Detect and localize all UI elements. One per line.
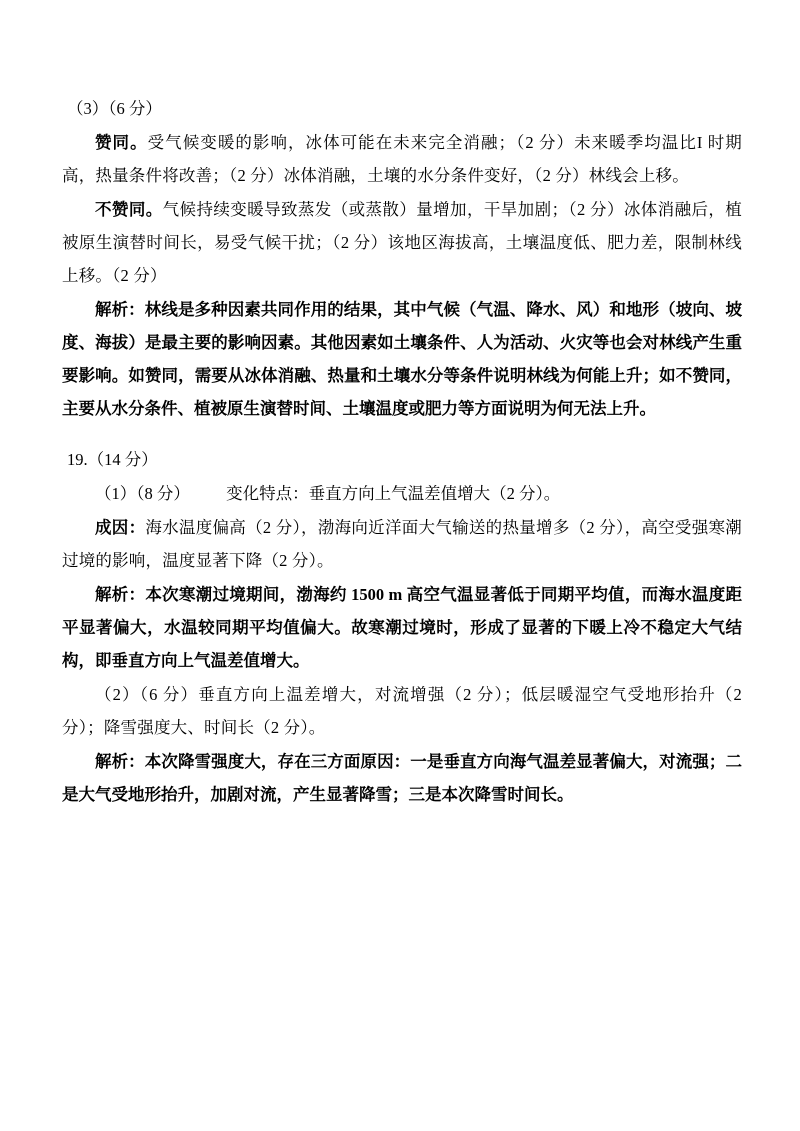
analysis-18-3-lead: 解析： bbox=[95, 300, 145, 319]
analysis-19-1-text: 本次寒潮过境期间，渤海约 1500 m 高空气温显著低于同期平均值，而海水温度距平显著偏大，水温较同期平均值偏大。故寒潮过境时，形成了显著的下暖上冷不稳定大气结构，即垂直方向上气温差值增大。 bbox=[62, 585, 742, 670]
answer-agree-text: 受气候变暖的影响，冰体可能在未来完全消融；（2 分）未来暖季均温比I 时期高，热量条件将改善；（2 分）冰体消融，土壤的水分条件变好，（2 分）林线会上移。 bbox=[62, 133, 742, 185]
cause-lead: 成因： bbox=[95, 518, 146, 537]
analysis-18-3-paragraph bbox=[62, 293, 742, 425]
analysis-19-1-paragraph bbox=[62, 578, 742, 677]
question-18-3-section bbox=[62, 92, 742, 425]
question-19-2-text: 垂直方向上温差增大，对流增强（2 分）；低层暖湿空气受地形抬升（2 分）；降雪强度大、时间长（2 分）。 bbox=[62, 685, 742, 737]
analysis-18-3-text: 林线是多种因素共同作用的结果，其中气候（气温、降水、风）和地形（坡向、坡度、海拔）是最主要的影响因素。其他因素如土壤条件、人为活动、火灾等也会对林线产生重要影响。如赞同，需要从冰体消融、热量和土壤水分等条件说明林线为何能上升；如不赞同，主要从水分条件、植被原生演替时间、土壤温度或肥力等方面说明为何无法上升。 bbox=[62, 300, 743, 418]
analysis-19-1-lead: 解析： bbox=[95, 585, 146, 604]
analysis-19-2-paragraph bbox=[62, 745, 742, 811]
question-19-heading: 19.（14 分） bbox=[66, 450, 158, 469]
section-spacer bbox=[62, 429, 742, 443]
question-19-2-label: （2）（6 分） bbox=[95, 685, 199, 704]
answer-disagree-paragraph bbox=[62, 193, 742, 292]
question-19-1-line bbox=[62, 477, 742, 510]
cause-paragraph bbox=[62, 511, 742, 577]
analysis-19-2-lead: 解析： bbox=[95, 752, 145, 771]
analysis-19-2-text: 本次降雪强度大，存在三方面原因：一是垂直方向海气温差显著偏大，对流强；二是大气受地形抬升，加剧对流，产生显著降雪；三是本次降雪时间长。 bbox=[62, 752, 743, 804]
question-19-2-paragraph bbox=[62, 678, 742, 744]
question-18-3-heading: （3）（6 分） bbox=[66, 99, 162, 118]
question-19-section bbox=[62, 443, 742, 811]
answer-disagree-lead: 不赞同。 bbox=[95, 200, 163, 219]
answer-disagree-text: 气候持续变暖导致蒸发（或蒸散）量增加，干旱加剧；（2 分）冰体消融后，植被原生演替时间长，易受气候干扰；（2 分）该地区海拔高，土壤温度低、肥力差，限制林线上移。（2 分） bbox=[62, 200, 742, 285]
answer-agree-lead: 赞同。 bbox=[95, 133, 148, 152]
cause-text: 海水温度偏高（2 分），渤海向近洋面大气输送的热量增多（2 分），高空受强寒潮过境的影响，温度显著下降（2 分）。 bbox=[62, 518, 742, 570]
question-19-1-text: 变化特点：垂直方向上气温差值增大（2 分）。 bbox=[226, 484, 561, 503]
question-19-1-label: （1）（8 分） bbox=[95, 484, 190, 503]
answer-agree-paragraph bbox=[62, 126, 742, 192]
